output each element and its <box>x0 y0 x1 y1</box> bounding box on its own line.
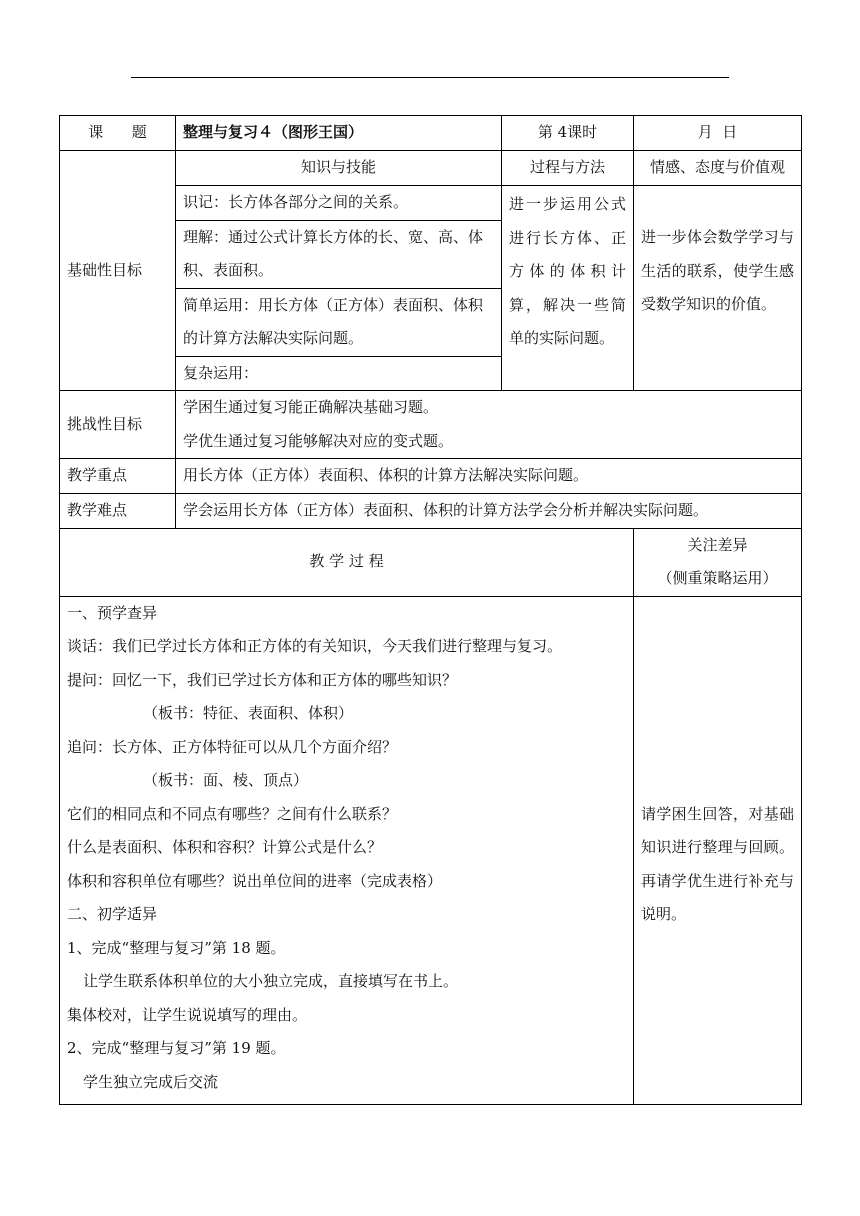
process-goal: 进一步运用公式进行长方体、正方体的体积计算，解决一些简单的实际问题。 <box>502 186 634 391</box>
challenge-goal-cell <box>176 391 802 459</box>
knowledge-skills-header: 知识与技能 <box>176 151 502 186</box>
emotion-values-header: 情感、态度与价值观 <box>634 151 802 186</box>
process-line: 二、初学适异 <box>67 905 158 923</box>
lesson-date: 月 日 <box>634 116 802 151</box>
difficult-point: 学会运用长方体（正方体）表面积、体积的计算方法学会分析并解决实际问题。 <box>176 493 802 528</box>
difficult-point-label: 教学难点 <box>60 493 176 528</box>
process-line: 追问：长方体、正方体特征可以从几个方面介绍？ <box>67 737 398 756</box>
attention-note: 请学困生回答，对基础知识进行整理与回顾。再请学优生进行补充与说明。 <box>634 596 802 1104</box>
process-line: 集体校对，让学生说说填写的理由。 <box>67 1005 308 1024</box>
goal-understand: 理解：通过公式计算长方体的长、宽、高、体积、表面积。 <box>176 220 501 288</box>
process-line: （板书：面、棱、顶点） <box>143 771 309 789</box>
process-line: 让学生联系体积单位的大小独立完成，直接填写在书上。 <box>83 972 459 990</box>
challenge-line: 学困生通过复习能正确解决基础习题。 <box>183 398 439 416</box>
basic-goal-label: 基础性目标 <box>60 151 176 391</box>
process-line: 体积和容积单位有哪些？说出单位间的进率（完成表格） <box>67 871 443 890</box>
process-line: 提问：回忆一下，我们已学过长方体和正方体的哪些知识？ <box>67 670 458 689</box>
teaching-process-content <box>60 596 634 1104</box>
key-point-label: 教学重点 <box>60 459 176 494</box>
knowledge-goal-cell <box>176 186 502 391</box>
challenge-line: 学优生通过复习能够解决对应的变式题。 <box>183 431 454 450</box>
process-line: 一、预学查异 <box>67 603 158 622</box>
key-point: 用长方体（正方体）表面积、体积的计算方法解决实际问题。 <box>176 459 802 494</box>
attention-differences-header <box>634 528 802 596</box>
process-line: （板书：特征、表面积、体积） <box>143 704 354 722</box>
process-method-header: 过程与方法 <box>502 151 634 186</box>
attention-subtitle: （侧重策略运用） <box>657 569 778 587</box>
goal-memorize: 识记：长方体各部分之间的关系。 <box>183 193 409 211</box>
emotion-goal: 进一步体会数学学习与生活的联系，使学生感受数学知识的价值。 <box>634 186 802 391</box>
process-line: 学生独立完成后交流 <box>83 1072 219 1091</box>
goal-complex-apply: 复杂运用： <box>176 356 501 391</box>
lesson-plan-table <box>59 115 802 1105</box>
challenge-goal-label: 挑战性目标 <box>60 391 176 459</box>
process-line: 谈话：我们已学过长方体和正方体的有关知识，今天我们进行整理与复习。 <box>67 637 563 655</box>
header-rule <box>131 77 729 78</box>
teaching-process-heading: 教 学 过 程 <box>60 528 634 596</box>
process-line: 它们的相同点和不同点有哪些？之间有什么联系？ <box>67 804 398 823</box>
process-line: 什么是表面积、体积和容积？计算公式是什么？ <box>67 838 383 856</box>
goal-simple-apply: 简单运用：用长方体（正方体）表面积、体积的计算方法解决实际问题。 <box>176 288 501 356</box>
topic-label: 课 题 <box>60 116 176 151</box>
process-line: 2、完成“整理与复习”第 19 题。 <box>67 1039 286 1057</box>
lesson-topic: 整理与复习４（图形王国） <box>176 116 502 151</box>
attention-title: 关注差异 <box>687 535 748 554</box>
process-line: 1、完成“整理与复习”第 18 题。 <box>67 938 286 957</box>
lesson-number: 第 4课时 <box>502 116 634 151</box>
